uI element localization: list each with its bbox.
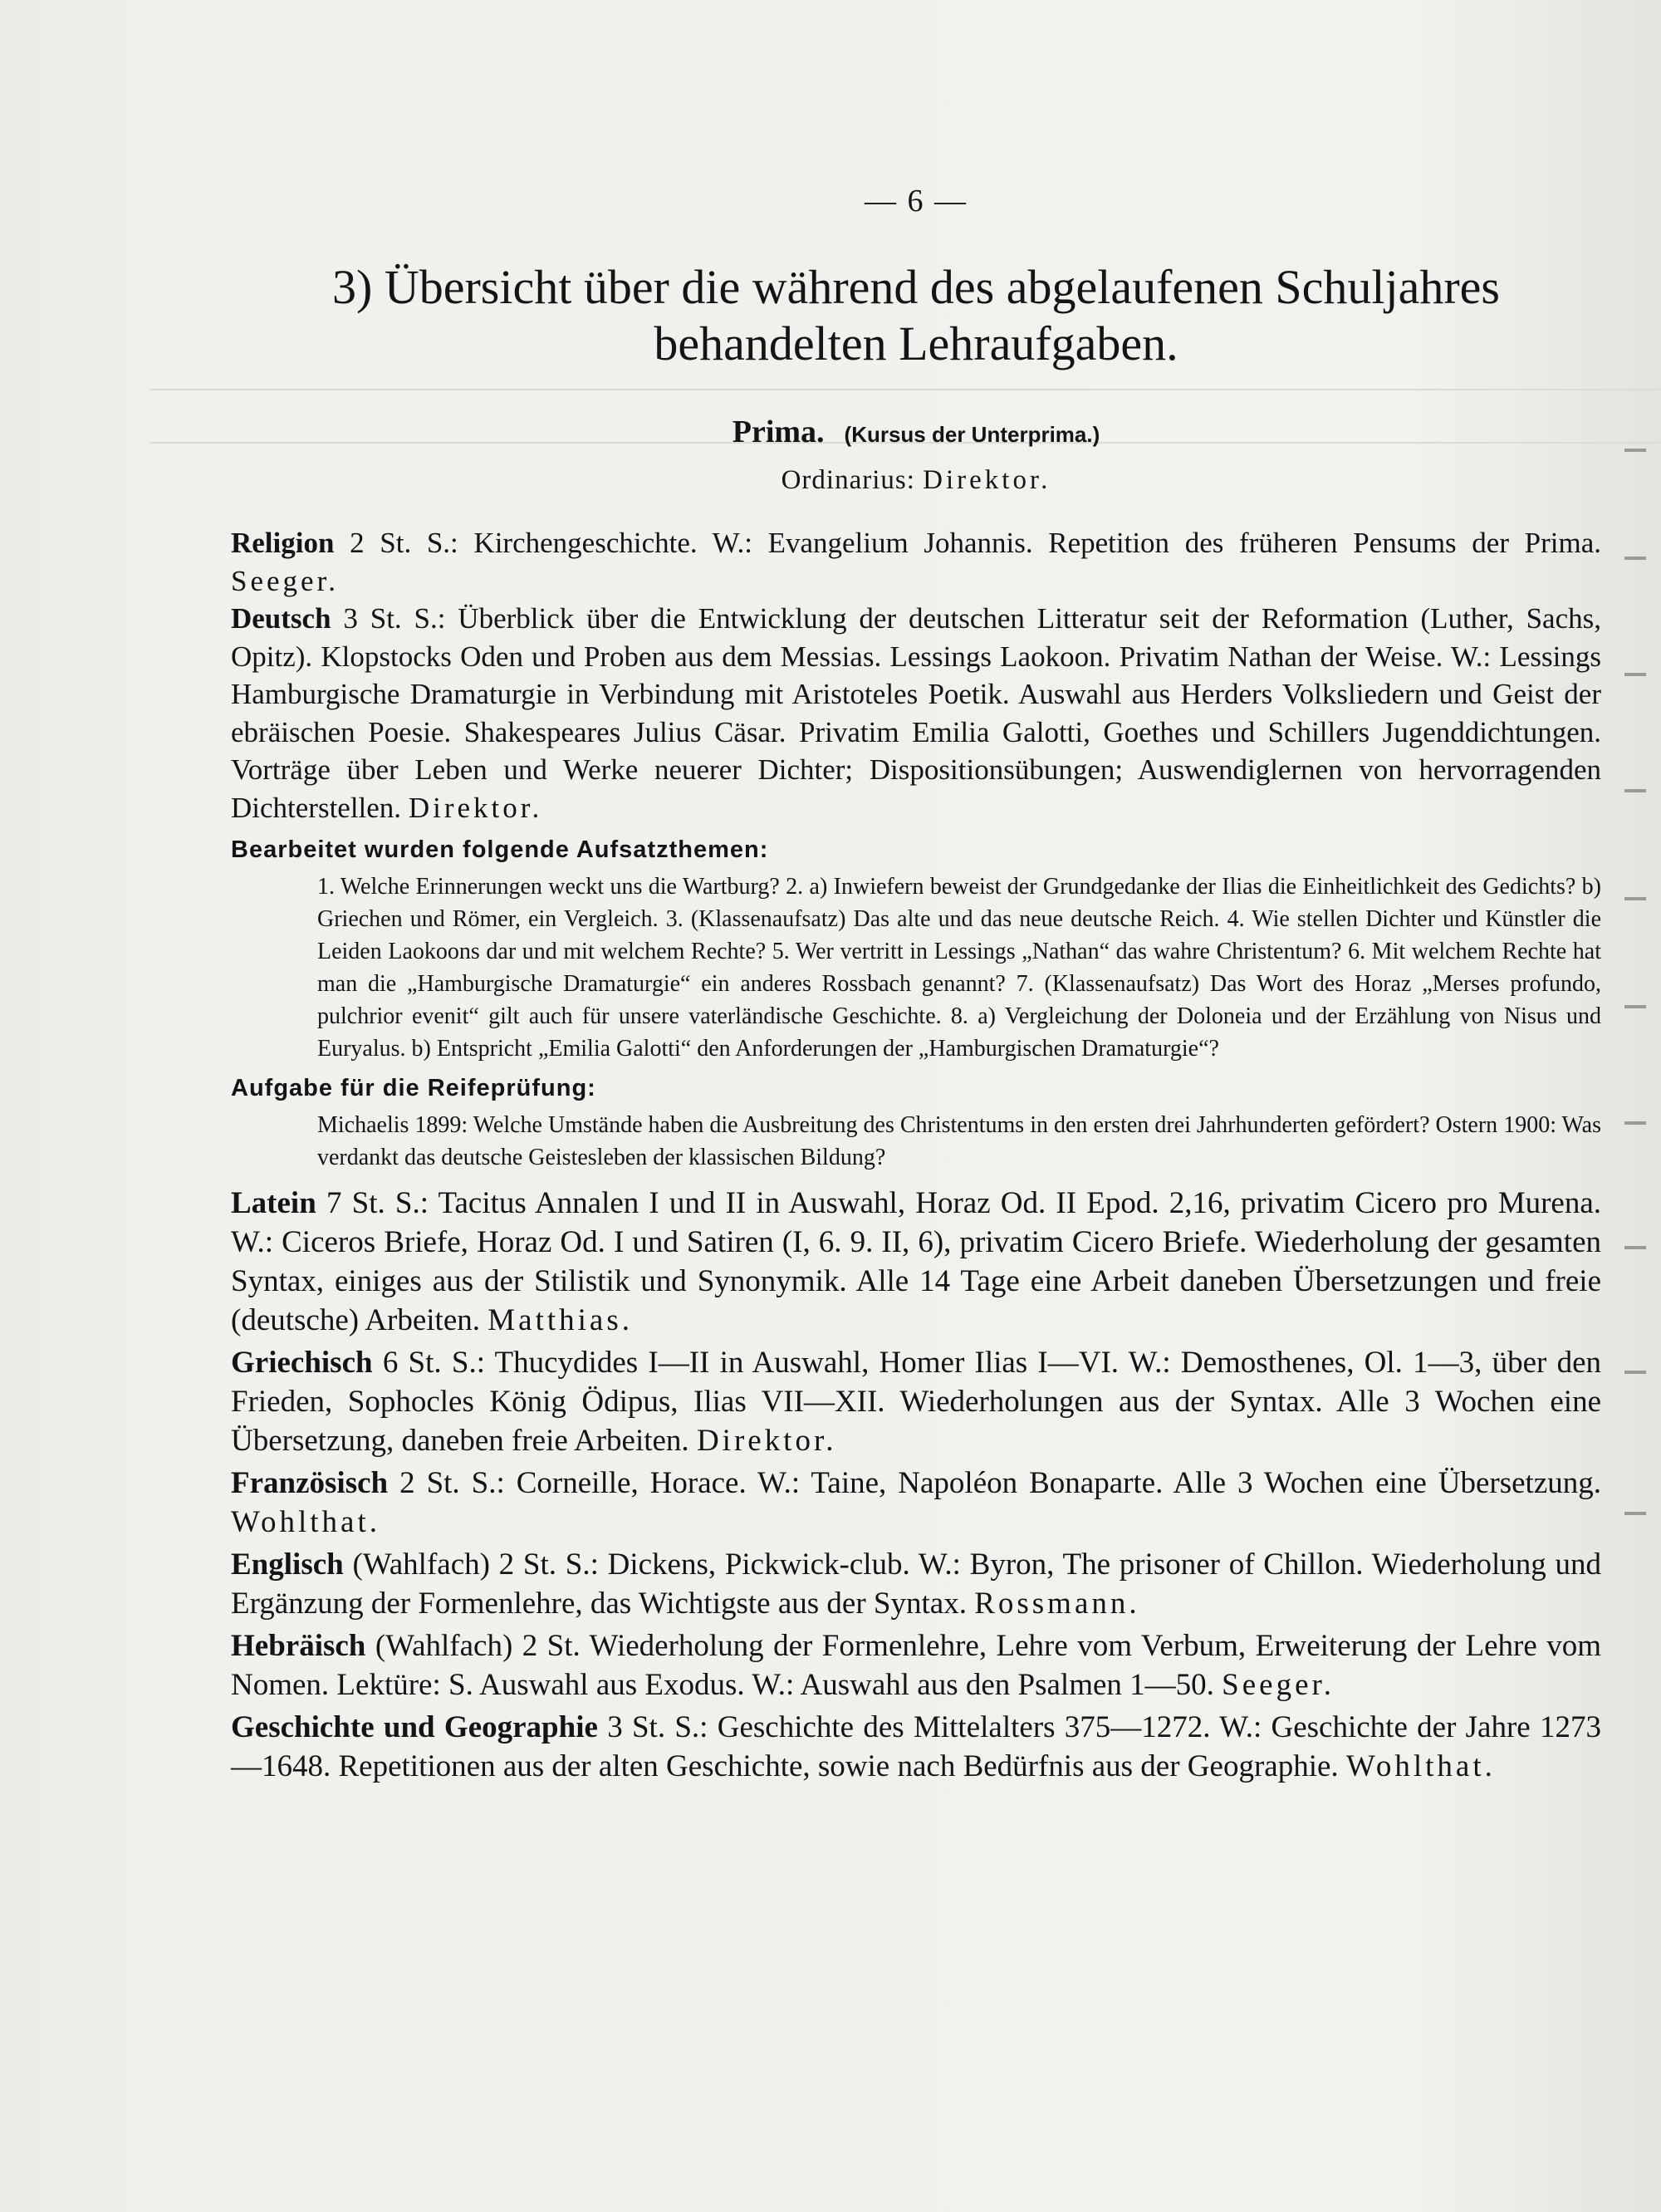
subject-text: 2 St. S.: Corneille, Horace. W.: Taine, Napoléon Bonaparte. Alle 3 Wochen eine Übersetzung.	[399, 1466, 1601, 1500]
subject-name: Hebräisch	[231, 1629, 366, 1663]
subject-name: Englisch	[231, 1547, 344, 1582]
essay-topics-list: 1. Welche Erinnerungen weckt uns die Wartburg? 2. a) Inwiefern beweist der Grundgedanke der Ilias die Einheitlichkeit des Gedichts? b) Griechen und Römer, ein Vergleich. 3. (Klassenaufsatz) Das alte und das neue deutsche Reich. 4. Wie stellen Dichter und Künstler die Leiden Laokoons dar und mit welchem Rechte? 5. Wer vertritt in Lessings „Nathan“ das wahre Christentum? 6. Mit welchem Rechte hat man die „Hamburgische Dramaturgie“ ein anderes Rossbach genannt? 7. (Klassenaufsatz) Das Wort des Horaz „Merses profundo, pulchrior evenit“ gilt auch für unsere vaterländische Geschichte. 8. a) Vergleichung der Doloneia und der Erzählung von Nisus und Euryalus. b) Entspricht „Emilia Galotti“ den Anforderungen der „Hamburgischen Dramaturgie“?	[317, 874, 1601, 1062]
subject-latein	[231, 1184, 1601, 1340]
subject-text: 3 St. S.: Geschichte des Mittelalters 375—1272. W.: Geschichte der Jahre 1273—1648. Repetitionen aus der alten Geschichte, sowie nach Bedürfnis aus der Geographie.	[231, 1710, 1602, 1783]
subject-text: 6 St. S.: Thucydides I—II in Auswahl, Homer Ilias I—VI. W.: Demosthenes, Ol. 1—3, über den Frieden, Sophocles König Ödipus, Ilias VII—XII. Wiederholungen aus der Syntax. Alle 3 Wochen eine Übersetzung, daneben freie Arbeiten.	[231, 1346, 1602, 1458]
subject-name: Geschichte und Geographie	[231, 1710, 598, 1744]
subject-name: Religion	[231, 527, 335, 559]
exam-task-heading: Aufgabe für die Reifeprüfung:	[231, 1075, 596, 1101]
essay-topics-heading: Bearbeitet wurden folgende Aufsatzthemen:	[231, 836, 769, 863]
ordinarius-label: Ordinarius:	[781, 465, 915, 495]
teacher-name: Seeger.	[231, 564, 340, 597]
course-note: (Kursus der Unterprima.)	[844, 422, 1100, 447]
subject-griechisch	[231, 1343, 1601, 1460]
ordinarius-line	[231, 465, 1601, 496]
teacher-name: Matthias.	[488, 1303, 633, 1337]
right-edge-show-through	[1611, 432, 1661, 1761]
section-heading-line-2: behandelten Lehraufgaben.	[654, 316, 1178, 370]
teacher-name: Wohlthat.	[231, 1505, 380, 1539]
teacher-name: Wohlthat.	[1345, 1749, 1496, 1783]
subject-name: Griechisch	[231, 1346, 373, 1380]
subject-religion	[231, 524, 1601, 600]
section-heading-line-1: 3) Übersicht über die während des abgelaufenen Schuljahres	[332, 260, 1500, 314]
subject-name: Latein	[231, 1186, 316, 1220]
subject-hebraeisch	[231, 1626, 1601, 1704]
exam-task-text: Michaelis 1899: Welche Umstände haben die Ausbreitung des Christentums in den ersten drei Jahrhunderten gefördert? Ostern 1900: Was verdankt das deutsche Geistesleben der klassischen Bildung?	[317, 1112, 1601, 1170]
subject-deutsch	[231, 600, 1601, 826]
subject-name: Französisch	[231, 1466, 389, 1500]
subject-text: (Wahlfach) 2 St. Wiederholung der Formenlehre, Lehre vom Verbum, Erweiterung der Lehre vom Nomen. Lektüre: S. Auswahl aus Exodus. W.: Auswahl aus den Psalmen 1—50.	[231, 1629, 1602, 1702]
page-number: — 6 —	[865, 184, 968, 218]
subject-text: 3 St. S.: Überblick über die Entwicklung der deutschen Litteratur seit der Reformation (Luther, Sachs, Opitz). Klopstocks Oden und Proben aus dem Messias. Lessings Laokoon. Privatim Nathan der Weise. W.: Lessings Hamburgische Dramaturgie in Verbindung mit Aristoteles Poetik. Auswahl aus Herders Volksliedern und Geist der ebräischen Poesie. Shakespeares Julius Cäsar. Privatim Emilia Galotti, Goethes und Schillers Jugenddichtungen. Vorträge über Leben und Werke neuerer Dichter; Dispositionsübungen; Auswendiglernen von hervorragenden Dichterstellen.	[231, 602, 1602, 824]
subject-englisch	[231, 1545, 1601, 1623]
section-heading	[231, 259, 1601, 372]
subject-franzoesisch	[231, 1464, 1601, 1542]
subject-text: (Wahlfach) 2 St. S.: Dickens, Pickwick-club. W.: Byron, The prisoner of Chillon. Wiederholung und Ergänzung der Formenlehre, das Wichtigste aus der Syntax.	[231, 1547, 1602, 1621]
subject-name: Deutsch	[231, 602, 331, 635]
teacher-name: Direktor.	[408, 791, 543, 824]
teacher-name: Rossmann.	[974, 1587, 1140, 1621]
ordinarius-name: Direktor.	[923, 465, 1051, 495]
class-heading	[231, 414, 1601, 450]
subject-text: 7 St. S.: Tacitus Annalen I und II in Auswahl, Horaz Od. II Epod. 2,16, privatim Cicero pro Murena. W.: Ciceros Briefe, Horaz Od. I und Satiren (I, 6. 9. II, 6), privatim Cicero Briefe. Wiederholung der gesamten Syntax, einiges aus der Stilistik und Synonymik. Alle 14 Tage eine Arbeit daneben Übersetzungen und freie (deutsche) Arbeiten.	[231, 1186, 1602, 1337]
teacher-name: Direktor.	[696, 1424, 837, 1458]
class-title: Prima.	[732, 414, 825, 449]
subject-text: 2 St. S.: Kirchengeschichte. W.: Evangelium Johannis. Repetition des früheren Pensums der Prima.	[350, 527, 1602, 559]
page-content	[231, 183, 1601, 1789]
subject-geschichte	[231, 1708, 1601, 1786]
teacher-name: Seeger.	[1222, 1668, 1335, 1702]
